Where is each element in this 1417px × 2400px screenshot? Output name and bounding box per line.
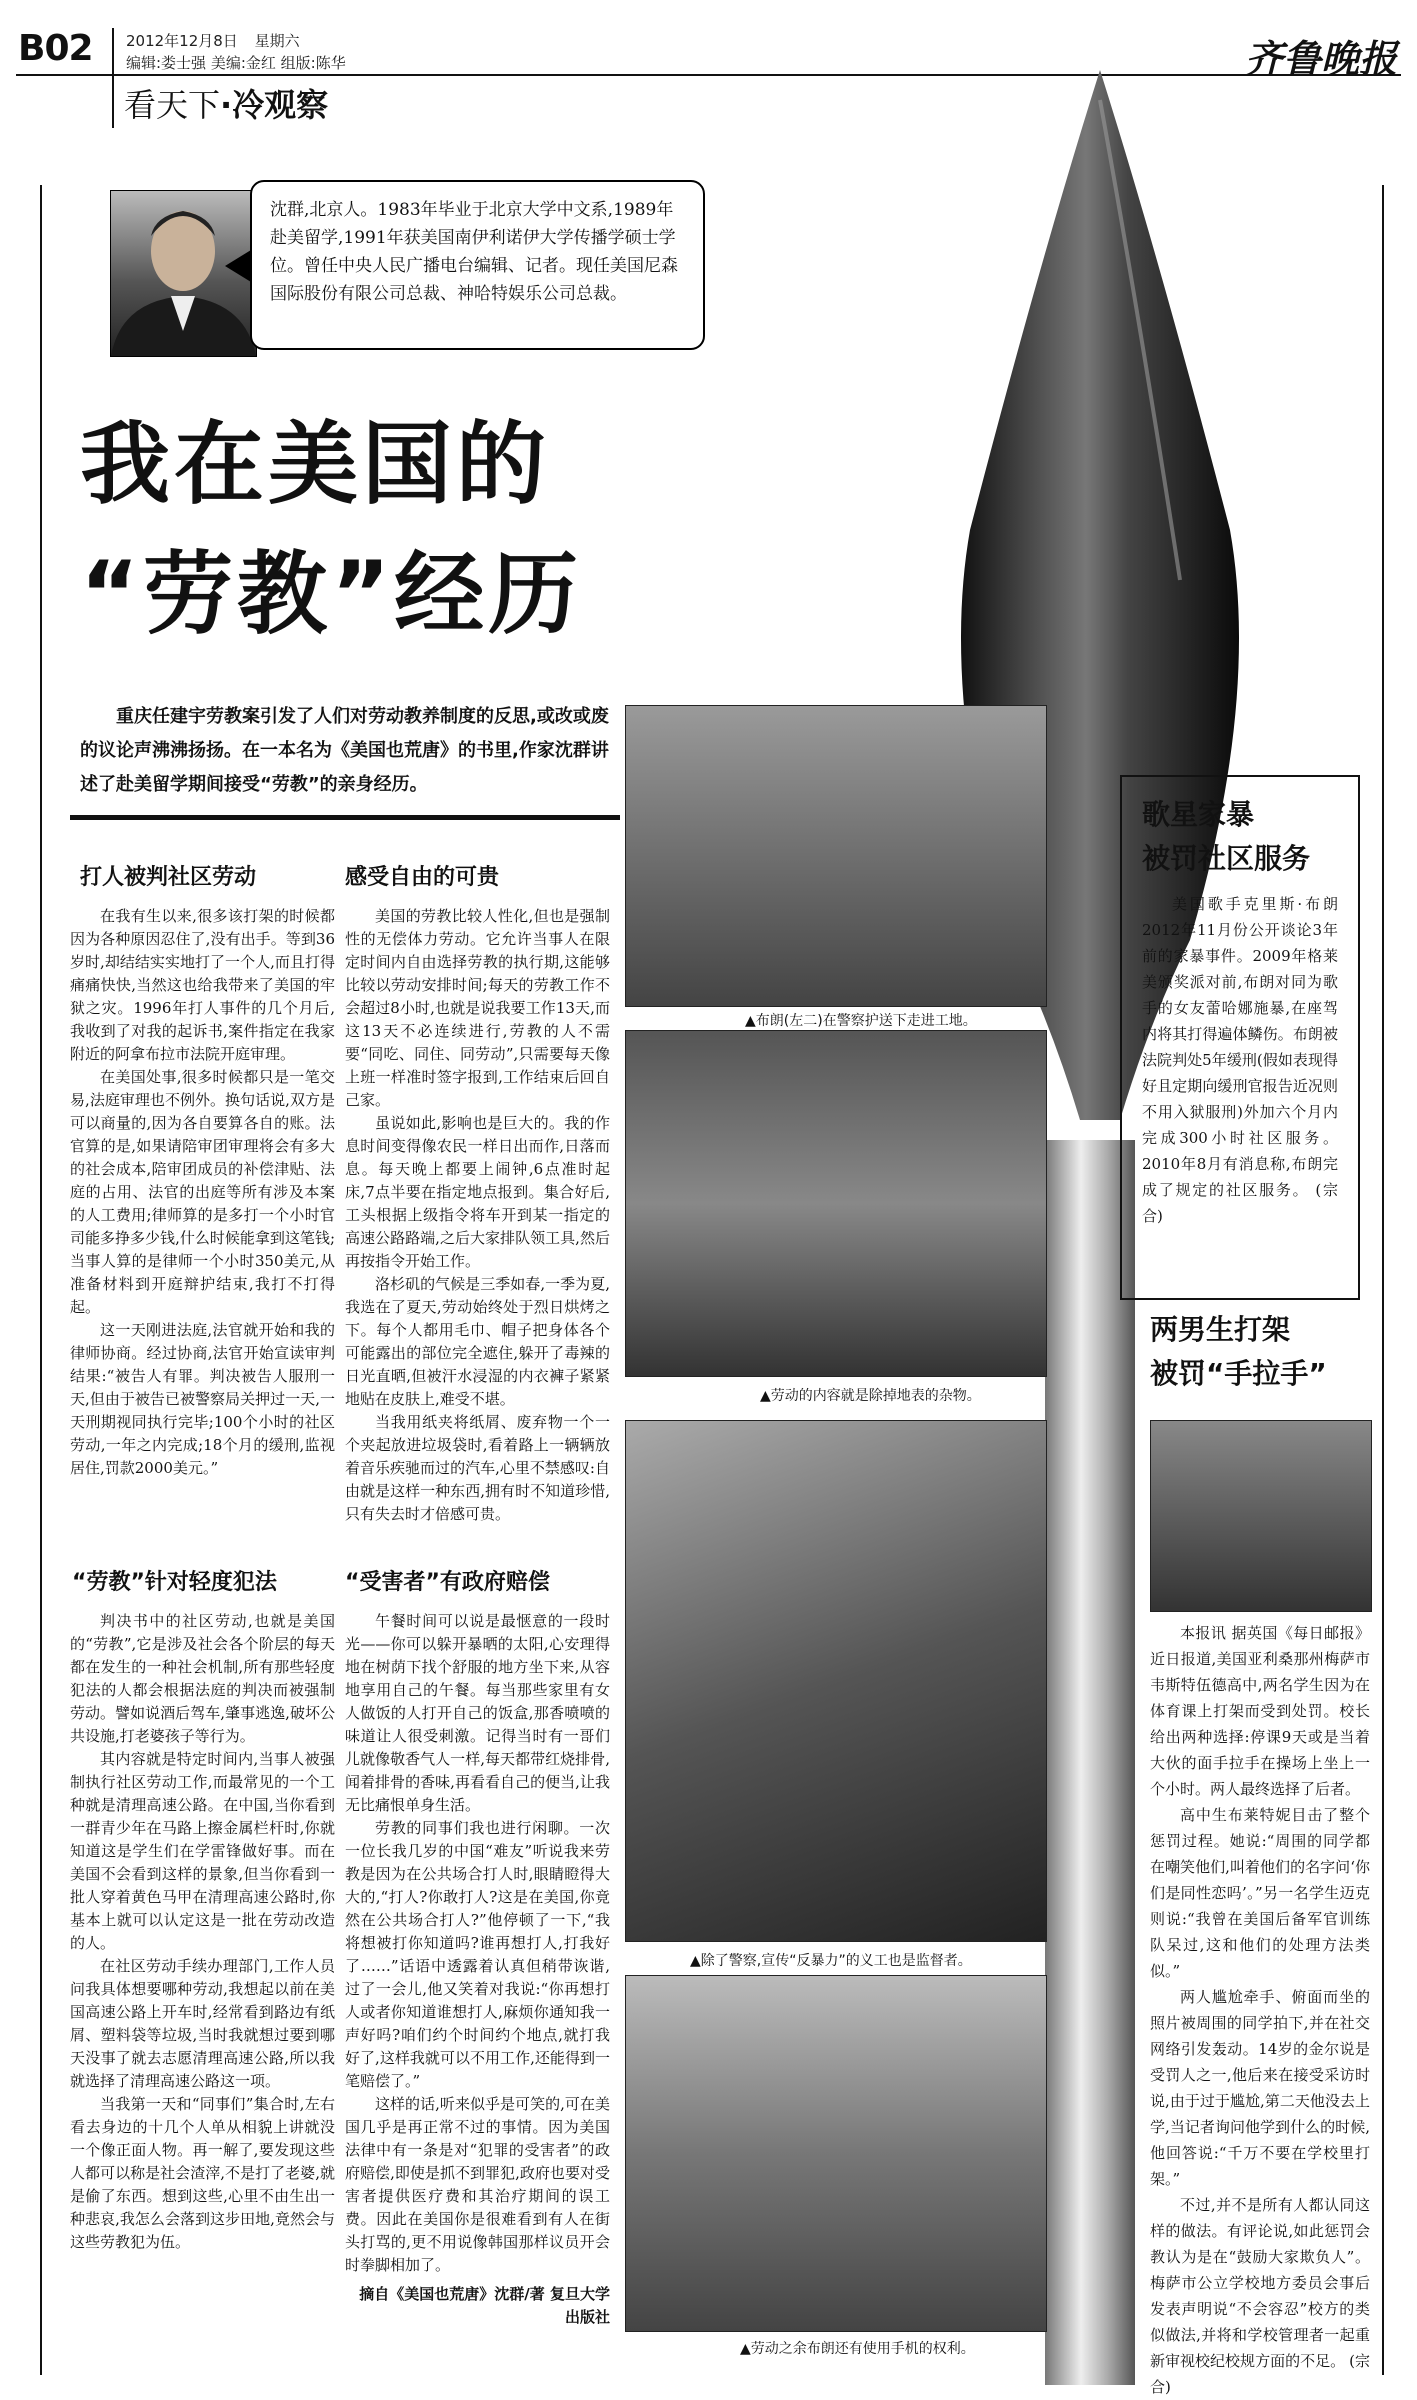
headline: 我在美国的 “劳教”经历 <box>80 412 583 647</box>
author-bio: 沈群,北京人。1983年毕业于北京大学中文系,1989年赴美留学,1991年获美国南伊利诺伊大学传播学硕士学位。曾任中央人民广播电台编辑、记者。现任美国尼森国际股份有限公司总裁、神哈特娱乐公司总裁。 <box>250 180 705 350</box>
s2-title: “劳教”针对轻度犯法 <box>72 1570 277 1595</box>
side2-body: 本报讯 据英国《每日邮报》近日报道,美国亚利桑那州梅萨市韦斯特伍德高中,两名学生因为在体育课上打架而受到处罚。校长给出两种选择:停课9天或是当着大伙的面手拉手在操场上坐上一个小时。两人最终选择了后者。 高中生布莱特妮目击了整个惩罚过程。她说:“周围的同学都在嘲笑他们,叫着他们的名字问‘你们是同性恋吗’。”另一名学生迈克则说:“我曾在美国后备军官训练队呆过,这和他们的处理方法类似。” 两人尴尬牵手、俯面而坐的照片被周围的同学拍下,并在社交网络引发轰动。14岁的金尔说是受罚人之一,他后来在接受采访时说,由于过于尴尬,第二天他没去上学,当记者询问他学到什么的时候,他回答说:“千万不要在学校里打架。” 不过,并不是所有人都认同这样的做法。有评论说,如此惩罚会教认为是在“鼓励大家欺负人”。梅萨市公立学校地方委员会事后发表声明说“不会容忍”校方的类似做法,并将和学校管理者一起重新审视校纪校规方面的不足。 (宗合) <box>1150 1624 1370 2396</box>
bubble-tail <box>225 250 251 282</box>
page-number: B02 <box>18 28 93 69</box>
caption-3: ▲除了警察,宣传“反暴力”的义工也是监督者。 <box>690 1953 972 1969</box>
header-editors: 编辑:娄士强 美编:金红 组版:陈华 <box>126 54 346 72</box>
photo-students-holding-hands <box>1150 1420 1372 1612</box>
side1-title: 歌星家暴 被罚社区服务 <box>1142 798 1311 875</box>
s4-title: “受害者”有政府赔偿 <box>345 1570 550 1595</box>
photo-weeding <box>625 1030 1047 1377</box>
s2-body: 判决书中的社区劳动,也就是美国的“劳教”,它是涉及社会各个阶层的每天都在发生的一种社会机制,所有那些轻度犯法的人都会根据法庭的判决而被强制劳动。譬如说酒后驾车,肇事逃逸,破坏公共设施,打老婆孩子等行为。 其内容就是特定时间内,当事人被强制执行社区劳动工作,而最常见的一个工种就是清理高速公路。在中国,当你看到一群青少年在马路上擦金属栏杆时,你就知道这是学生们在学雷锋做好事。而在美国不会看到这样的景象,但当你看到一批人穿着黄色马甲在清理高速公路时,你基本上就可以认定这是一批在劳动改造的人。 在社区劳动手续办理部门,工作人员问我具体想要哪种劳动,我想起以前在美国高速公路上开车时,经常看到路边有纸屑、塑料袋等垃圾,当时我就想过要到哪天没事了就去志愿清理高速公路,所以我就选择了清理高速公路这一项。 当我第一天和“同事们”集合时,左右看去身边的十几个人单从相貌上讲就没一个像正面人物。再一解了,要发现这些人都可以称是社会渣滓,不是打了老婆,就是偷了东西。想到这些,心里不由生出一种悲哀,我怎么会落到这步田地,竟然会与这些劳教犯为伍。 <box>70 1612 335 2251</box>
photo-police-escort <box>625 705 1047 1007</box>
header-weekday: 星期六 <box>254 32 300 50</box>
caption-4: ▲劳动之余布朗还有使用手机的权利。 <box>740 2341 975 2357</box>
photo-supervisor <box>625 1420 1047 1942</box>
sidebar-singer <box>1120 775 1360 1300</box>
lede-rule <box>70 815 620 820</box>
header-meta <box>126 30 346 74</box>
s4-body: 午餐时间可以说是最惬意的一段时光——你可以躲开暴晒的太阳,心安理得地在树荫下找个舒服的地方坐下来,从容地享用自己的午餐。每当那些家里有女人做饭的人打开自己的饭盒,那香喷喷的味道让人很受刺激。记得当时有一哥们儿就像敬香气人一样,每天都带红烧排骨,闻着排骨的香味,再看看自己的便当,让我无比痛恨单身生活。 劳教的同事们我也进行闲聊。一次一位长我几岁的中国“难友”听说我来劳教是因为在公共场合打人时,眼睛瞪得大大的,“打人?你敢打人?这是在美国,你竟然在公共场合打人?”他停顿了一下,“我将想被打你知道吗?谁再想打人,打我好了……”话语中透露着认真但稍带诙谐,过了一会儿,他又笑着对我说:“你再想打人或者你知道谁想打人,麻烦你通知我一声好吗?咱们约个时间约个地点,就打我好了,这样我就可以不用工作,还能得到一笔赔偿了。” 这样的话,听来似乎是可笑的,可在美国几乎是再正常不过的事情。因为美国法律中有一条是对“犯罪的受害者”的政府赔偿,即使是抓不到罪犯,政府也要对受害者提供医疗费和其治疗期间的误工费。因此在美国你是很难看到有人在街头打骂的,更不用说像韩国那样议员开会时拳脚相加了。 摘自《美国也荒唐》沈群/著 复旦大学出版社 <box>345 1612 610 2326</box>
s3-title: 感受自由的可贵 <box>345 865 500 890</box>
shovel-handle <box>1045 1140 1135 2385</box>
photo-phone-use <box>625 1975 1047 2332</box>
header-date: 2012年12月8日 <box>126 32 238 50</box>
caption-2: ▲劳动的内容就是除掉地表的杂物。 <box>760 1388 981 1404</box>
side1-body: 美国歌手克里斯·布朗2012年11月份公开谈论3年前的家暴事件。2009年格莱美颁奖派对前,布朗对同为歌手的女友蕾哈娜施暴,在座驾内将其打得遍体鳞伤。布朗被法院判处5年缓刑(假如表现得好且定期向缓刑官报告近况则不用入狱服刑)外加六个月内完成300小时社区服务。2010年8月有消息称,布朗完成了规定的社区服务。 (宗合) <box>1142 895 1338 1225</box>
header-divider <box>112 28 114 128</box>
lede: 重庆任建宇劳教案引发了人们对劳动教养制度的反思,或改或废的议论声沸沸扬扬。在一本名为《美国也荒唐》的书里,作家沈群讲述了赴美留学期间接受“劳教”的亲身经历。 <box>80 706 609 795</box>
s3-body: 美国的劳教比较人性化,但也是强制性的无偿体力劳动。它允许当事人在限定时间内自由选择劳教的执行期,这能够比较以劳动安排时间;每天的劳教工作不会超过8小时,也就是说我要工作13天,而这13天不必连续进行,劳教的人不需要“同吃、同住、同劳动”,只需要每天像上班一样准时签字报到,工作结束后回自己家。 虽说如此,影响也是巨大的。我的作息时间变得像农民一样日出而作,日落而息。每天晚上都要上闹钟,6点准时起床,7点半要在指定地点报到。集合好后,工头根据上级指令将车开到某一指定的高速公路路端,之后大家排队领工具,然后再按指令开始工作。 洛杉矶的气候是三季如春,一季为夏,我选在了夏天,劳动始终处于烈日烘烤之下。每个人都用毛巾、帽子把身体各个可能露出的部位完全遮住,躲开了毒辣的日光直晒,但被汗水浸湿的内衣褲子紧紧地贴在皮肤上,难受不堪。 当我用纸夹将纸屑、废弃物一个一个夹起放进垃圾袋时,看着路上一辆辆放着音乐疾驰而过的汽车,心里不禁感叹:自由就是这样一种东西,拥有时不知道珍惜,只有失去时才倍感可贵。 <box>345 907 610 1523</box>
s1-title: 打人被判社区劳动 <box>80 865 257 890</box>
caption-1: ▲布朗(左二)在警察护送下走进工地。 <box>745 1013 977 1029</box>
side2-title: 两男生打架 被罚“手拉手” <box>1150 1313 1327 1390</box>
s1-body: 在我有生以来,很多该打架的时候都因为各种原因忍住了,没有出手。等到36岁时,却结结实实地打了一个人,而且打得痛痛快快,当然这也给我带来了美国的牢狱之灾。1996年打人事件的几个月后,我收到了对我的起诉书,案件指定在我家附近的阿拿布拉市法院开庭审理。 在美国处事,很多时候都只是一笔交易,法庭审理也不例外。换句话说,双方是可以商量的,因为各自要算各自的账。法官算的是,如果请陪审团审理将会有多大的社会成本,陪审团成员的补偿津贴、法庭的占用、法官的出庭等所有涉及本案的人工费用;律师算的是多打一个小时官司能多挣多少钱,什么时候能拿到这笔钱;当事人算的是律师一个小时350美元,从准备材料到开庭辩护结束,我打不打得起。 这一天刚进法庭,法官就开始和我的律师协商。经过协商,法官开始宣读审判结果:“被告人有罪。判决被告人服刑一天,但由于被告已被警察局关押过一天,一天刑期视同执行完毕;100个小时的社区劳动,一年之内完成;18个月的缓刑,监视居住,罚款2000美元。” <box>70 907 335 1477</box>
newspaper-logo: 齐鲁晚报 <box>1245 36 1398 81</box>
section-title: 看天下·冷观察 <box>124 86 329 124</box>
